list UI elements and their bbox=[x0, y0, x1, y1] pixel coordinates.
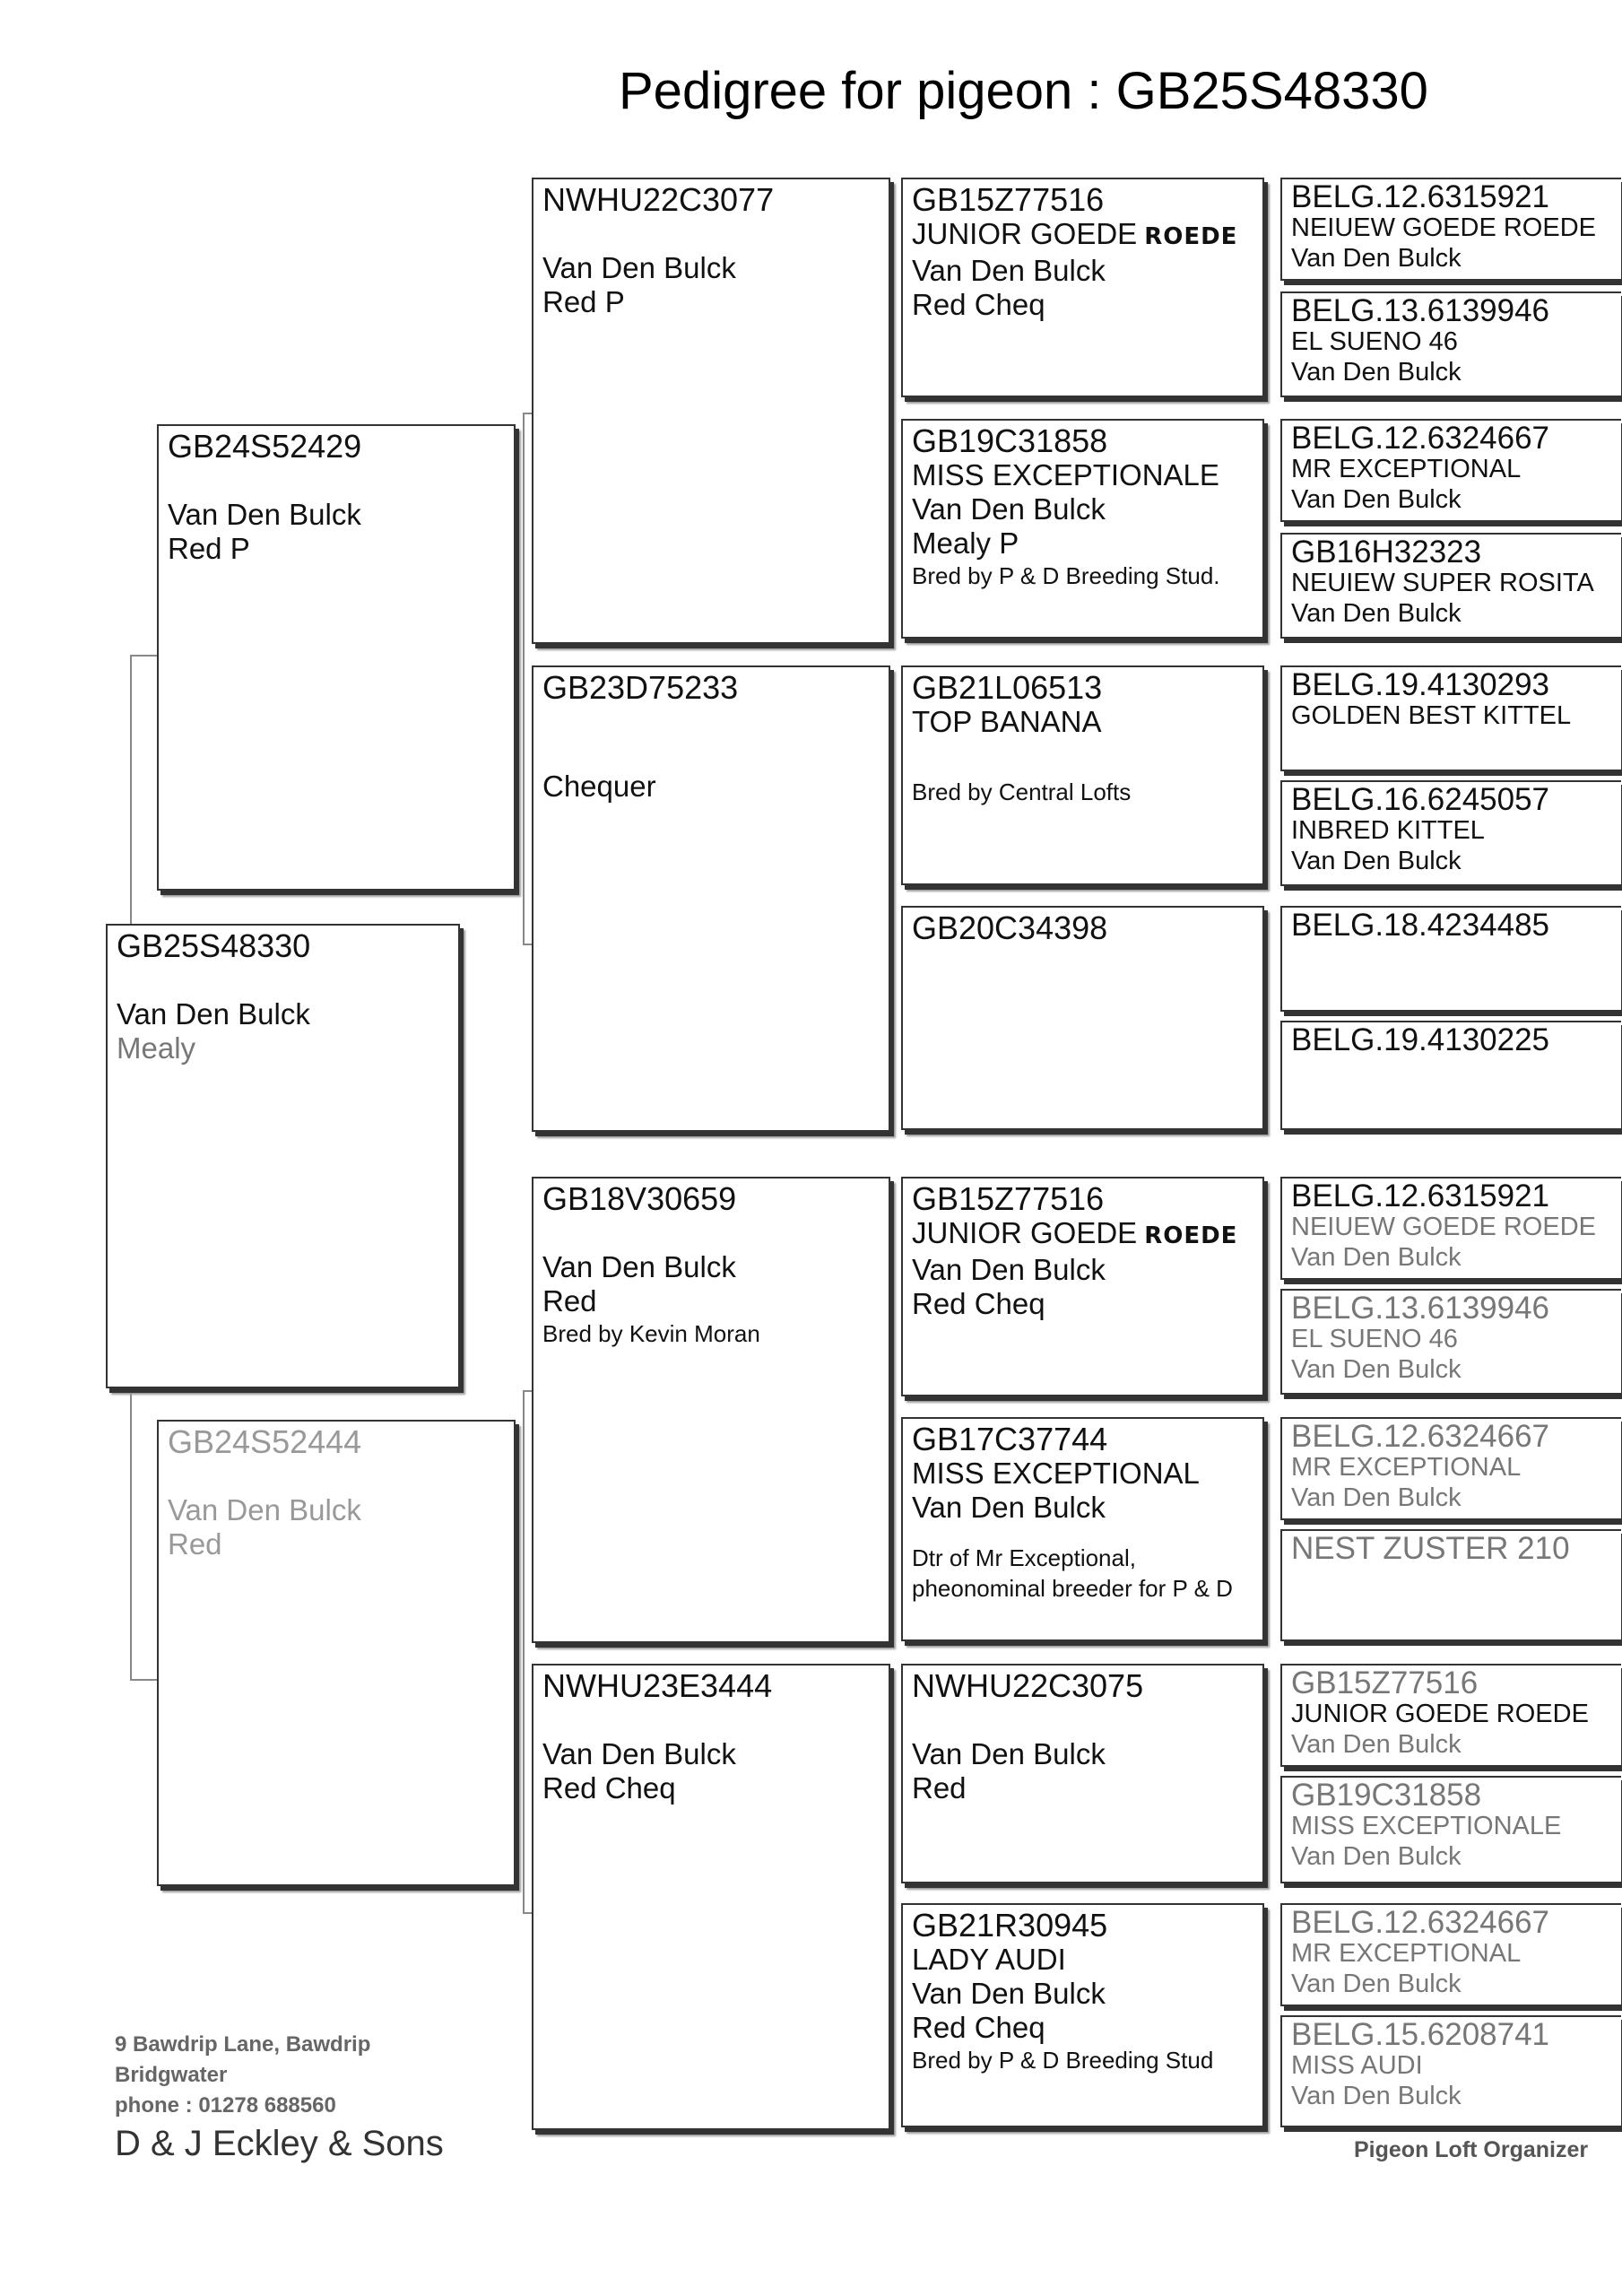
colour: Red bbox=[168, 1527, 222, 1561]
ring-number: BELG.12.6324667 bbox=[1291, 421, 1550, 456]
pigeon-card-gp-1[interactable] bbox=[532, 178, 890, 644]
phone-number: phone : 01278 688560 bbox=[115, 2093, 336, 2118]
pigeon-card-gggp-13[interactable] bbox=[1280, 1664, 1621, 1767]
pigeon-card-gp-2[interactable] bbox=[532, 665, 890, 1132]
ring-number: GB17C37744 bbox=[912, 1421, 1108, 1457]
colour: Mealy bbox=[117, 1031, 196, 1065]
pigeon-name: TOP BANANA bbox=[912, 705, 1102, 738]
ring-number: BELG.13.6139946 bbox=[1291, 1291, 1550, 1326]
strain: Van Den Bulck bbox=[1291, 358, 1462, 387]
pigeon-card-gp-4[interactable] bbox=[532, 1664, 890, 2130]
owner-name: D & J Eckley & Sons bbox=[115, 2124, 444, 2163]
pigeon-card-gggp-1[interactable] bbox=[1280, 178, 1621, 281]
pigeon-card-ggp-3[interactable] bbox=[901, 665, 1264, 885]
strain: Van Den Bulck bbox=[912, 1253, 1106, 1286]
pigeon-card-ggp-5[interactable] bbox=[901, 1177, 1264, 1396]
breeder-note: Bred by Central Lofts bbox=[912, 778, 1132, 805]
pigeon-card-gggp-4[interactable] bbox=[1280, 533, 1621, 639]
pigeon-card-gggp-3[interactable] bbox=[1280, 419, 1621, 522]
ring-number: BELG.16.6245057 bbox=[1291, 782, 1550, 817]
address-line-2: Bridgwater bbox=[115, 2063, 228, 2087]
pigeon-card-gggp-16[interactable] bbox=[1280, 2015, 1621, 2127]
pigeon-card-gggp-10[interactable] bbox=[1280, 1289, 1621, 1395]
ring-number: GB19C31858 bbox=[912, 422, 1108, 459]
ring-number: NWHU22C3075 bbox=[912, 1667, 1144, 1704]
pigeon-name: EL SUENO 46 bbox=[1291, 327, 1458, 356]
strain: Van Den Bulck bbox=[912, 1491, 1106, 1524]
pigeon-name: MISS EXCEPTIONALE bbox=[1291, 1812, 1562, 1840]
pigeon-name: GOLDEN BEST KITTEL bbox=[1291, 701, 1572, 730]
ring-number: GB24S52429 bbox=[168, 428, 362, 465]
colour: Red Cheq bbox=[912, 1287, 1045, 1320]
pigeon-name: MISS EXCEPTIONALE bbox=[912, 458, 1219, 491]
ring-number: GB21R30945 bbox=[912, 1907, 1108, 1944]
breeder-note: pheonominal breeder for P & D bbox=[912, 1575, 1233, 1602]
ring-number: GB19C31858 bbox=[1291, 1778, 1482, 1813]
strain: Van Den Bulck bbox=[1291, 1842, 1462, 1871]
strain: Van Den Bulck bbox=[117, 997, 310, 1031]
pigeon-name: INBRED KITTEL bbox=[1291, 816, 1485, 845]
strain: Van Den Bulck bbox=[542, 251, 736, 284]
breeder-note: Bred by Kevin Moran bbox=[542, 1320, 760, 1347]
pigeon-card-ggp-6[interactable] bbox=[901, 1417, 1264, 1641]
pigeon-card-gggp-5[interactable] bbox=[1280, 665, 1621, 771]
pigeon-name: EL SUENO 46 bbox=[1291, 1325, 1458, 1353]
ring-number: GB25S48330 bbox=[117, 927, 311, 964]
colour: Red P bbox=[542, 285, 625, 318]
ring-number: BELG.12.6315921 bbox=[1291, 1178, 1550, 1213]
pigeon-name: MR EXCEPTIONAL bbox=[1291, 1939, 1522, 1968]
breeder-note: Dtr of Mr Exceptional, bbox=[912, 1544, 1136, 1571]
ring-number: GB15Z77516 bbox=[912, 181, 1105, 218]
ring-number: NWHU22C3077 bbox=[542, 181, 775, 218]
ring-number: GB15Z77516 bbox=[1291, 1665, 1479, 1700]
pigeon-card-dam[interactable] bbox=[157, 1420, 516, 1886]
software-credit: Pigeon Loft Organizer bbox=[1354, 2137, 1589, 2162]
ring-number: BELG.19.4130225 bbox=[1291, 1022, 1550, 1057]
strain: Van Den Bulck bbox=[1291, 599, 1462, 628]
strain: Van Den Bulck bbox=[168, 1493, 361, 1526]
ring-number: GB18V30659 bbox=[542, 1180, 737, 1217]
colour: Red bbox=[912, 1771, 967, 1805]
ring-number: GB20C34398 bbox=[912, 909, 1108, 946]
pigeon-card-gggp-11[interactable] bbox=[1280, 1417, 1621, 1520]
strain: Van Den Bulck bbox=[1291, 847, 1462, 875]
pigeon-name: MISS AUDI bbox=[1291, 2051, 1423, 2080]
strain: Van Den Bulck bbox=[168, 498, 361, 531]
ring-number: GB21L06513 bbox=[912, 669, 1103, 706]
strain: Van Den Bulck bbox=[1291, 2082, 1462, 2110]
ring-number: BELG.18.4234485 bbox=[1291, 908, 1550, 943]
ring-number: BELG.12.6324667 bbox=[1291, 1905, 1550, 1940]
strain: Van Den Bulck bbox=[1291, 1730, 1462, 1759]
colour: Red P bbox=[168, 532, 250, 565]
pigeon-name: LADY AUDI bbox=[912, 1943, 1066, 1976]
pigeon-card-subject[interactable] bbox=[106, 924, 460, 1388]
ring-number: GB24S52444 bbox=[168, 1423, 362, 1460]
colour: Red Cheq bbox=[912, 288, 1045, 321]
colour: Red Cheq bbox=[542, 1771, 676, 1805]
handwritten-annotation: ROEDE bbox=[1144, 223, 1238, 250]
strain: Van Den Bulck bbox=[542, 1737, 736, 1770]
pigeon-name: JUNIOR GOEDE ROEDE bbox=[1291, 1700, 1589, 1728]
pigeon-card-sire[interactable] bbox=[157, 424, 516, 891]
pigeon-name: MR EXCEPTIONAL bbox=[1291, 455, 1522, 483]
strain: Van Den Bulck bbox=[542, 1250, 736, 1283]
pigeon-card-ggp-2[interactable] bbox=[901, 419, 1264, 639]
pigeon-card-gggp-6[interactable] bbox=[1280, 780, 1621, 886]
ring-number: BELG.13.6139946 bbox=[1291, 293, 1550, 328]
strain: Van Den Bulck bbox=[1291, 1970, 1462, 1998]
strain: Van Den Bulck bbox=[1291, 1483, 1462, 1512]
pigeon-name: NEUIEW SUPER ROSITA bbox=[1291, 569, 1594, 597]
pigeon-card-gggp-8[interactable] bbox=[1280, 1021, 1621, 1130]
strain: Van Den Bulck bbox=[1291, 244, 1462, 273]
pigeon-card-ggp-8[interactable] bbox=[901, 1903, 1264, 2127]
strain: Van Den Bulck bbox=[1291, 485, 1462, 514]
pigeon-card-gggp-12[interactable] bbox=[1280, 1529, 1621, 1641]
pigeon-card-ggp-4[interactable] bbox=[901, 906, 1264, 1130]
pigeon-card-gggp-9[interactable] bbox=[1280, 1177, 1621, 1280]
ring-number: BELG.12.6324667 bbox=[1291, 1419, 1550, 1454]
owner-address bbox=[115, 2030, 370, 2121]
colour: Red Cheq bbox=[912, 2011, 1045, 2044]
pigeon-name: JUNIOR GOEDE bbox=[912, 1216, 1138, 1249]
pigeon-card-gggp-15[interactable] bbox=[1280, 1903, 1621, 2006]
ring-number: BELG.12.6315921 bbox=[1291, 179, 1550, 214]
ring-number: NWHU23E3444 bbox=[542, 1667, 773, 1704]
breeder-note: Bred by P & D Breeding Stud. bbox=[912, 562, 1220, 589]
pigeon-card-ggp-7[interactable] bbox=[901, 1664, 1264, 1883]
strain: Van Den Bulck bbox=[1291, 1243, 1462, 1272]
colour: Red bbox=[542, 1284, 597, 1318]
pigeon-name: NEIUEW GOEDE ROEDE bbox=[1291, 213, 1596, 242]
pigeon-card-ggp-1[interactable] bbox=[901, 178, 1264, 397]
ring-number: GB23D75233 bbox=[542, 669, 739, 706]
address-line-1: 9 Bawdrip Lane, Bawdrip bbox=[115, 2032, 371, 2057]
strain: Van Den Bulck bbox=[912, 1737, 1106, 1770]
strain: Van Den Bulck bbox=[912, 1977, 1106, 2010]
ring-number: BELG.15.6208741 bbox=[1291, 2017, 1550, 2052]
ring-number: NEST ZUSTER 210 bbox=[1291, 1531, 1570, 1566]
strain: Van Den Bulck bbox=[1291, 1355, 1462, 1384]
pigeon-card-gggp-2[interactable] bbox=[1280, 291, 1621, 397]
pigeon-card-gggp-14[interactable] bbox=[1280, 1776, 1621, 1883]
pigeon-name: NEIUEW GOEDE ROEDE bbox=[1291, 1213, 1596, 1241]
strain: Van Den Bulck bbox=[912, 492, 1106, 526]
handwritten-annotation: ROEDE bbox=[1144, 1222, 1238, 1249]
pigeon-card-gp-3[interactable] bbox=[532, 1177, 890, 1643]
colour: Mealy P bbox=[912, 526, 1019, 560]
pigeon-card-gggp-7[interactable] bbox=[1280, 906, 1621, 1012]
page-title: Pedigree for pigeon : GB25S48330 bbox=[619, 62, 1428, 120]
ring-number: GB16H32323 bbox=[1291, 535, 1482, 570]
ring-number: BELG.19.4130293 bbox=[1291, 667, 1550, 702]
pigeon-name: MR EXCEPTIONAL bbox=[1291, 1453, 1522, 1482]
strain: Van Den Bulck bbox=[912, 254, 1106, 287]
pigeon-name: JUNIOR GOEDE bbox=[912, 217, 1138, 250]
breeder-note: Bred by P & D Breeding Stud bbox=[912, 2047, 1214, 2074]
ring-number: GB15Z77516 bbox=[912, 1180, 1105, 1217]
colour: Chequer bbox=[542, 770, 656, 803]
pigeon-name: MISS EXCEPTIONAL bbox=[912, 1457, 1200, 1490]
